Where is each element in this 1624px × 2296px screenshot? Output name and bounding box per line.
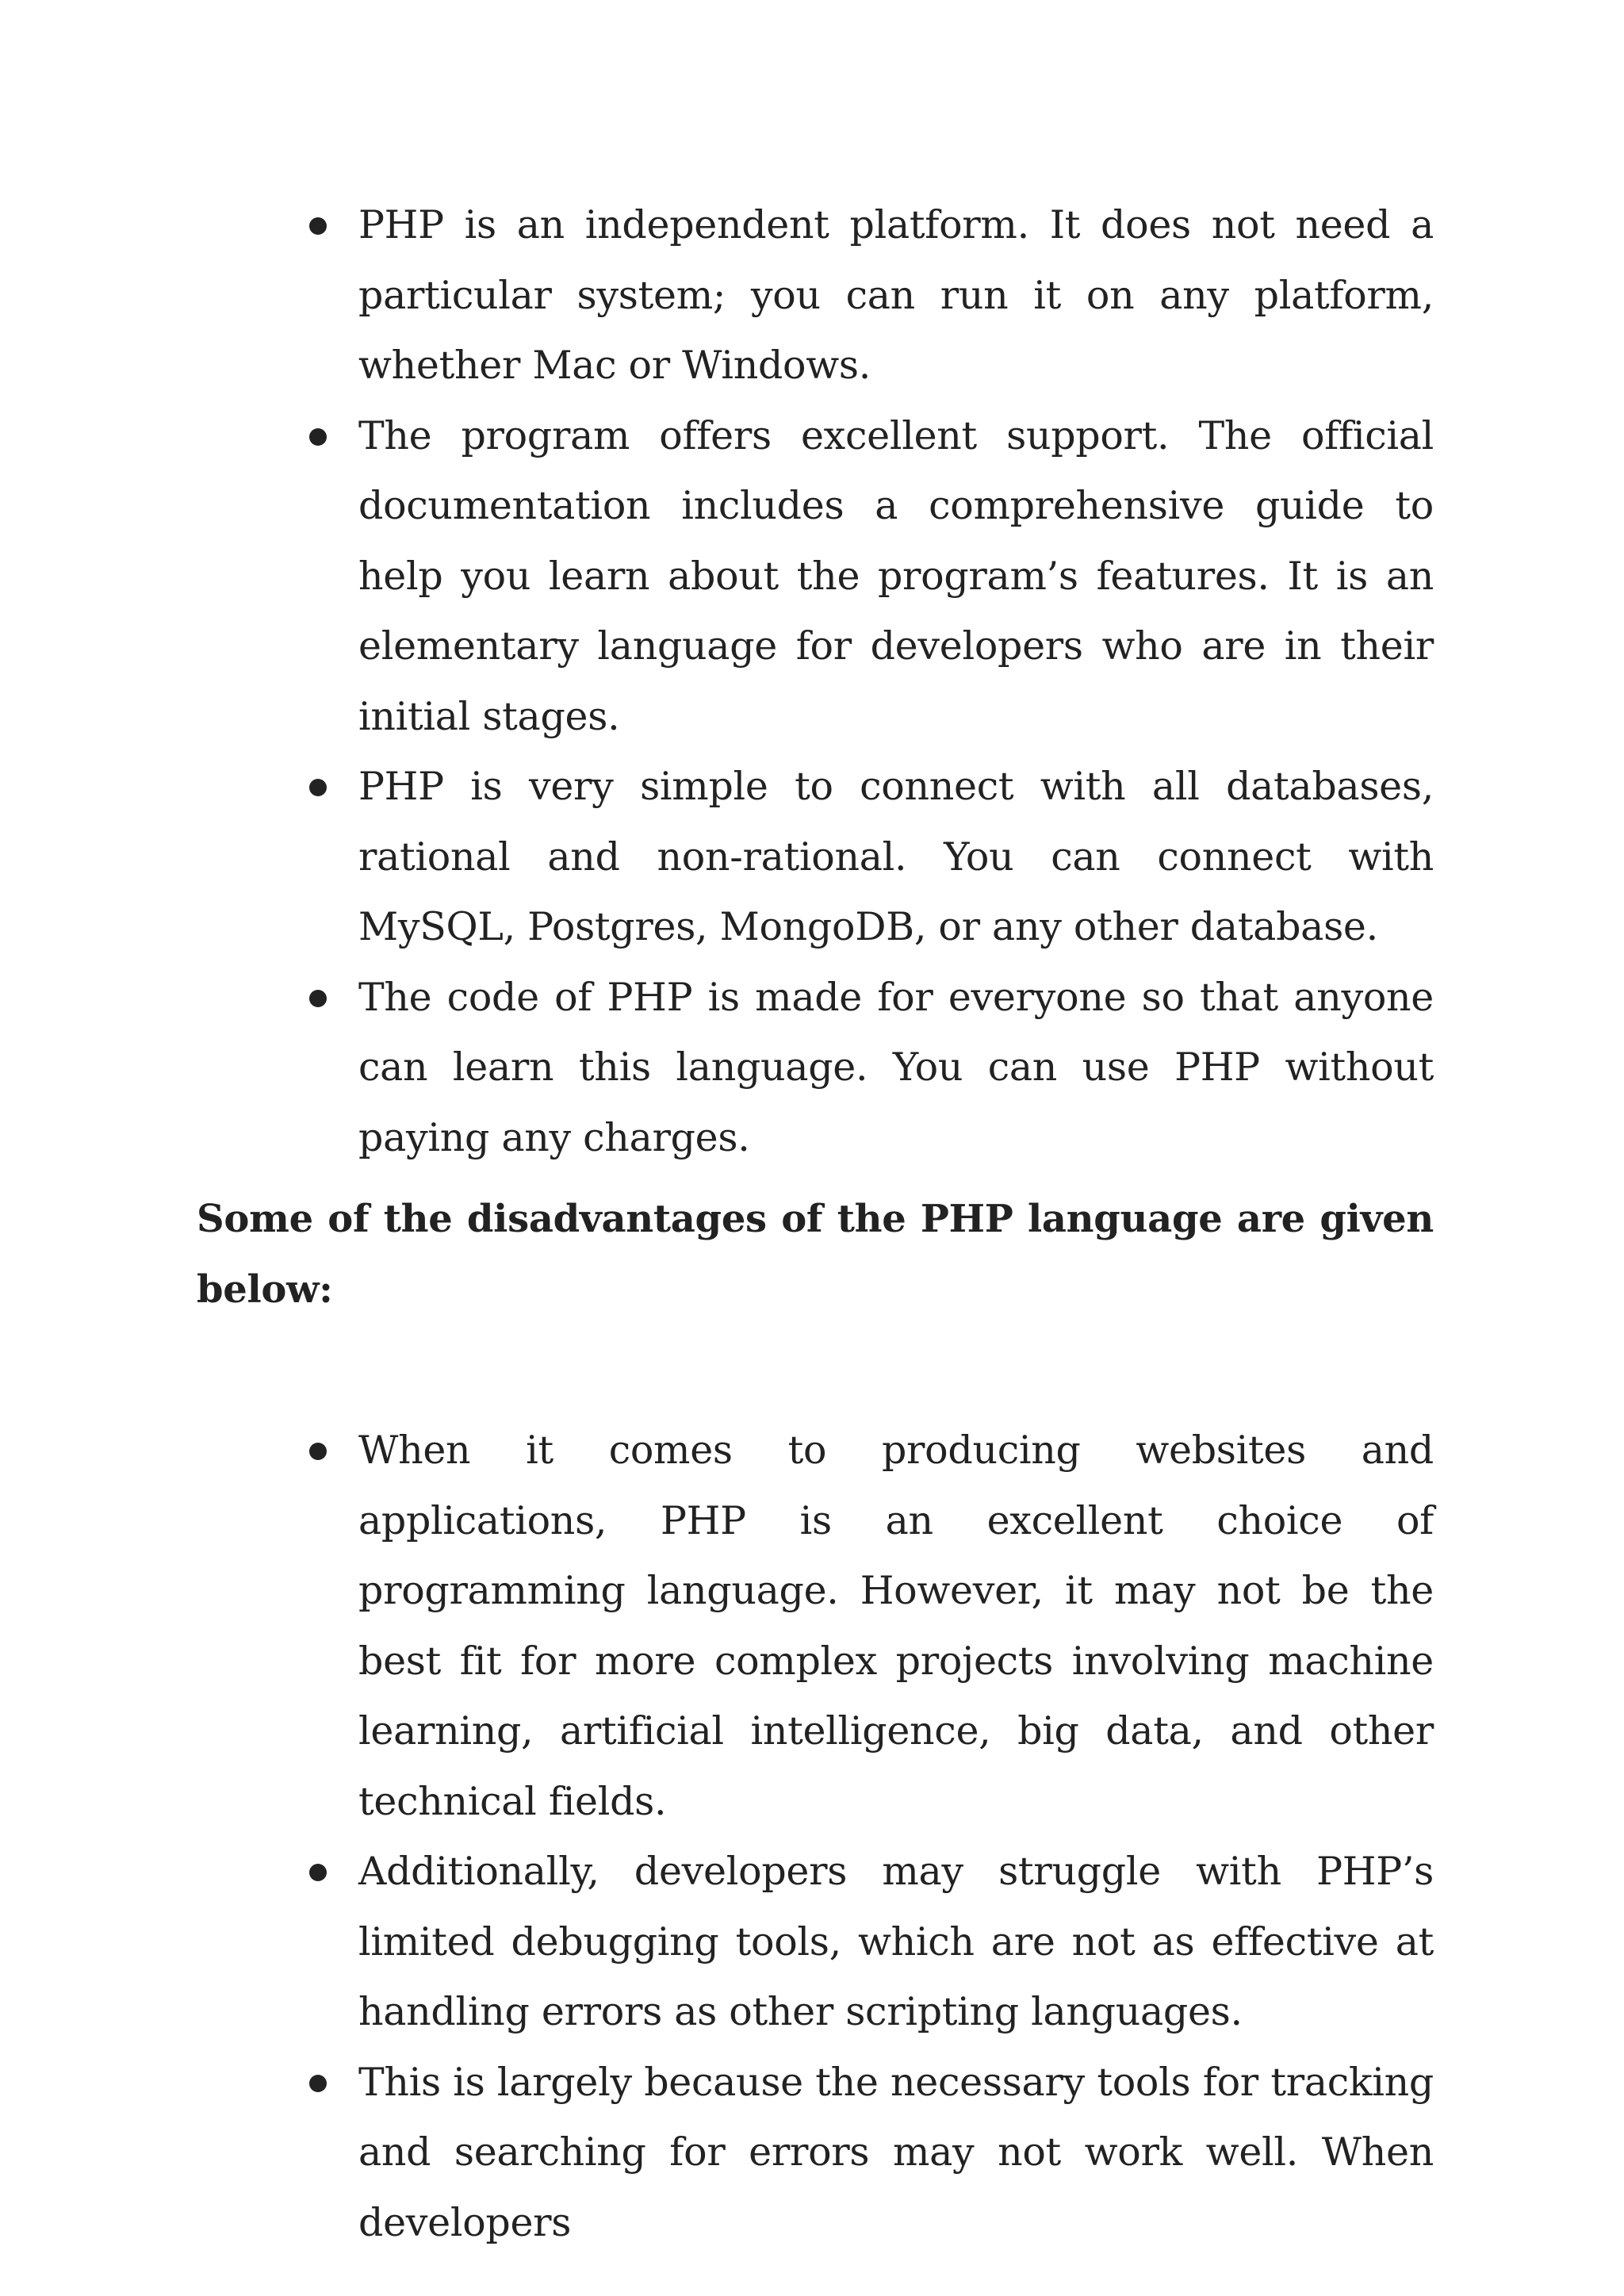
list-item-text: This is largely because the necessary tools for tracking and searching for errors may not work well. When developers — [358, 2059, 1434, 2245]
list-item — [301, 752, 1434, 963]
list-item — [301, 963, 1434, 1174]
bullet-icon — [309, 1443, 327, 1460]
bullet-icon — [309, 428, 327, 446]
list-item-text: PHP is very simple to connect with all databases, rational and non-rational. You can connect with MySQL, Postgres, MongoDB, or any other database. — [358, 764, 1434, 949]
section-heading: Some of the disadvantages of the PHP language are given below: — [197, 1197, 1434, 1312]
bullet-icon — [309, 2075, 327, 2092]
disadvantages-list — [301, 1416, 1434, 2258]
list-item — [301, 401, 1434, 753]
bullet-icon — [309, 1864, 327, 1881]
bullet-icon — [309, 217, 327, 235]
list-item-text: PHP is an independent platform. It does not need a particular system; you can run it on any platform, whether Mac or Windows. — [358, 202, 1434, 388]
list-item — [301, 190, 1434, 401]
list-item — [301, 2048, 1434, 2259]
list-item — [301, 1416, 1434, 1837]
list-item-text: Additionally, developers may struggle with PHP’s limited debugging tools, which are not as effective at handling errors as other scripting languages. — [358, 1849, 1434, 2034]
list-item — [301, 1837, 1434, 2048]
bullet-icon — [309, 779, 327, 796]
list-item-text: The program offers excellent support. The official documentation includes a comprehensive guide to help you learn about the program’s features. It is an elementary language for developers who are in their initial stages. — [358, 412, 1434, 739]
advantages-list — [301, 190, 1434, 1173]
bullet-icon — [309, 990, 327, 1007]
list-item-text: When it comes to producing websites and applications, PHP is an excellent choice of programming language. However, it may not be the best fit for more complex projects involving machine learning, artificial intelligence, big data, and other technical fields. — [358, 1428, 1434, 1824]
list-item-text: The code of PHP is made for everyone so that anyone can learn this language. You can use PHP without paying any charges. — [358, 974, 1434, 1160]
